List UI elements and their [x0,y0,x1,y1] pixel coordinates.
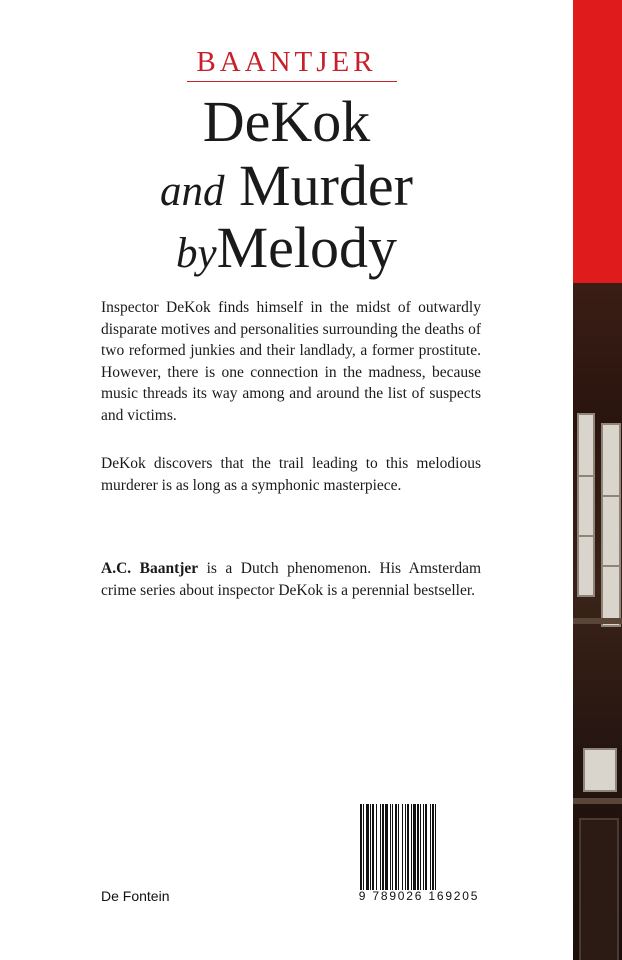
title-line-2 [0,152,573,219]
title-word: Murder [239,153,413,218]
title-word: DeKok [202,89,371,154]
isbn-number: 9 789026 169205 [358,889,480,903]
barcode-bar [370,804,371,890]
author-bio-name: A.C. Baantjer [101,560,199,577]
author-bio-text: is a Dutch phenomenon. His Amsterdam crime series about inspector DeKok is a perennial bestseller. [101,560,481,599]
title-word: Melody [216,215,398,280]
barcode-bar [407,804,409,890]
title-line-3 [0,214,573,281]
spine-photo-strip [573,283,622,960]
author-name: BAANTJER [196,46,377,78]
barcode-bar [435,804,436,890]
barcode-bar [423,804,424,890]
barcode-bar [366,804,369,890]
publisher-name: De Fontein [101,888,170,904]
barcode-bar [395,804,397,890]
door-image [579,818,619,960]
author-bio [101,558,481,601]
barcode-bar [376,804,377,890]
blurb-paragraph: Inspector DeKok finds himself in the midst of outwardly disparate motives and personalities surrounding the deaths of two reformed junkies and their landlady, a former prostitute. However, there is one connection in the madness, because music threads its way among and around the list of suspects and victims. [101,299,481,424]
barcode-bar [413,804,416,890]
barcode-bar [425,804,427,890]
barcode-bar [402,804,403,890]
barcode-bar [430,804,431,890]
barcode-bar [398,804,399,890]
window-image [577,413,595,597]
barcode-bar [405,804,406,890]
barcode-bar [382,804,384,890]
title-divider [187,81,397,82]
window-image [583,748,617,792]
window-image [601,423,621,627]
red-edge-strip [573,0,622,283]
barcode-bar [432,804,434,890]
barcode-bar [411,804,412,890]
barcode-bar [392,804,393,890]
blurb-paragraph: DeKok discovers that the trail leading to this melodious murderer is as long as a symphonic masterpiece. [101,455,481,494]
title-line-1 [0,88,573,155]
barcode-bar [380,804,381,890]
barcode-bar [390,804,391,890]
barcode-bar [417,804,419,890]
title-italic-word: by [175,230,217,277]
barcode-bar [385,804,388,890]
barcode-bar [372,804,374,890]
title-italic-word: and [160,168,225,215]
barcode [360,804,482,890]
barcode-bar [420,804,421,890]
barcode-bar [360,804,362,890]
barcode-bar [363,804,364,890]
